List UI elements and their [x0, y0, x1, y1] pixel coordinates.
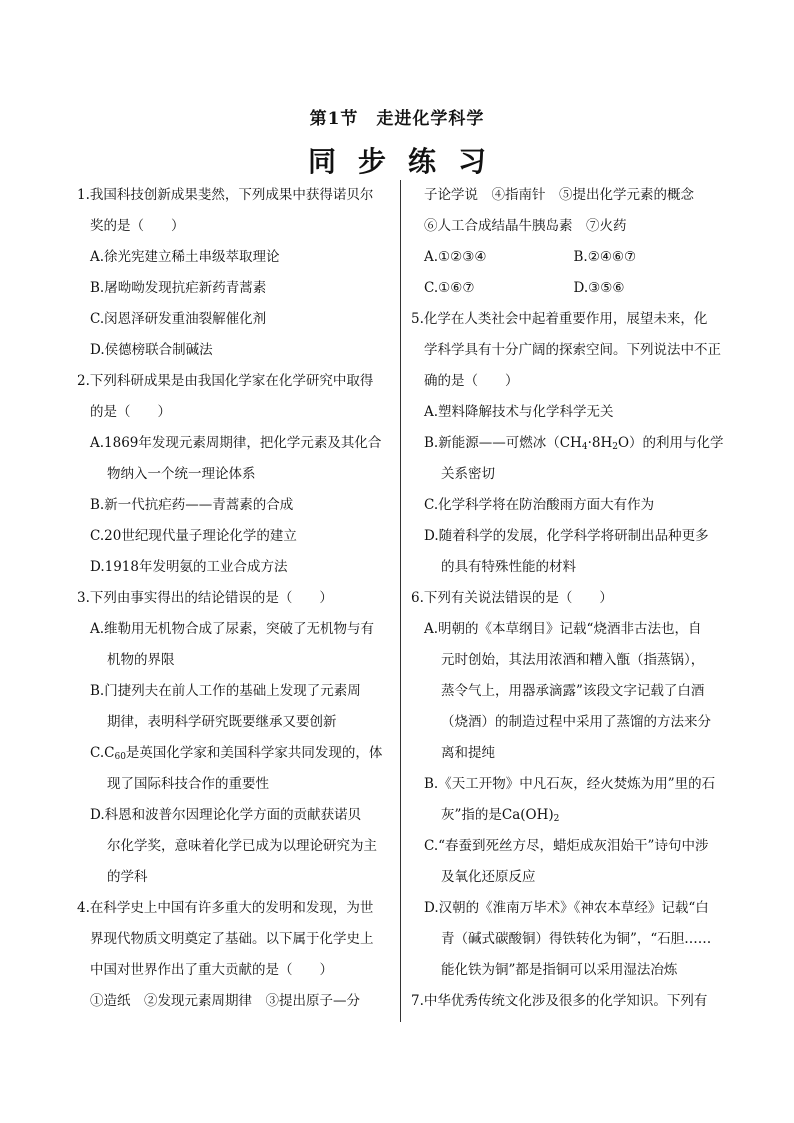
- q4-options-row1: [411, 242, 723, 273]
- q3-option-b: B.门捷列夫在前人工作的基础上发现了元素周: [90, 683, 361, 699]
- section-title: [0, 104, 794, 129]
- q6-option-b-subscript: 2: [553, 814, 560, 824]
- q6-option-b: B.《天工开物》中凡石灰，经火焚炼为用”里的石: [424, 776, 716, 792]
- q5-option-b-sub2: 2: [612, 442, 618, 452]
- q3-option-c-prefix: C.C: [90, 745, 115, 761]
- q3-option-c-subscript: 60: [114, 752, 126, 762]
- q1-option-d: D.侯德榜联合制碱法: [90, 342, 213, 358]
- q4-option-c: C.①⑥⑦: [424, 280, 475, 296]
- q3-option-d-cont: 尔化学奖，意味着化学已成为以理论研究为主: [107, 838, 377, 854]
- q4-items-cont2: ⑥人工合成结晶牛胰岛素 ⑦火药: [424, 218, 627, 234]
- q5-option-d: D.随着科学的发展，化学科学将研制出品种更多: [424, 528, 709, 544]
- page-subtitle: 同步练习: [307, 145, 508, 178]
- q3-option-a-cont: 机物的界限: [107, 652, 175, 668]
- q2-stem: 2.下列科研成果是由我国化学家在化学研究中取得: [77, 373, 374, 389]
- q6-option-a-cont: 元时创始，其法用浓酒和糟入甑（指蒸锅），: [441, 652, 705, 668]
- q5-option-b-sub1: 4: [581, 442, 588, 452]
- q2-option-d: D.1918年发明氨的工业合成方法: [90, 559, 288, 575]
- q5-option-b-mid: ·8H: [587, 435, 613, 451]
- q3-option-b-cont: 期律，表明科学研究既要继承又要创新: [107, 714, 337, 730]
- right-column: [411, 180, 723, 1017]
- q6-option-d-cont2: 能化铁为铜”都是指铜可以采用湿法冶炼: [441, 962, 678, 978]
- q5-option-b-pre: B.新能源——可燃冰（CH: [424, 435, 582, 451]
- q1-option-b: B.屠呦呦发现抗疟新药青蒿素: [90, 280, 267, 296]
- q5-stem-cont: 学科学具有十分广阔的探索空间。下列说法中不正: [424, 342, 721, 358]
- q4-option-d: D.③⑤⑥: [573, 280, 625, 296]
- q4-items-cont: 子论学说 ④指南针 ⑤提出化学元素的概念: [424, 187, 694, 203]
- q1-option-a: A.徐光宪建立稀土串级萃取理论: [90, 249, 280, 265]
- q2-option-a: A.1869年发现元素周期律，把化学元素及其化合: [90, 435, 382, 451]
- q6-option-a-cont2: 蒸令气上，用器承滴露”该段文字记载了白酒: [441, 683, 705, 699]
- q6-option-b-cont-text: 灰”指的是Ca(OH): [441, 807, 554, 823]
- section-name: 走进化学科学: [376, 109, 485, 129]
- q6-option-c-cont: 及氧化还原反应: [441, 869, 536, 885]
- q1-option-c: C.闵恩泽研发重油裂解催化剂: [90, 311, 267, 327]
- q3-stem: 3.下列由事实得出的结论错误的是（ ）: [77, 590, 333, 606]
- q3-option-c-cont: 现了国际科技合作的重要性: [107, 776, 269, 792]
- q6-option-a-cont4: 离和提纯: [441, 745, 495, 761]
- q2-option-a-cont: 物纳入一个统一理论体系: [107, 466, 256, 482]
- q5-option-d-cont: 的具有特殊性能的材料: [441, 559, 576, 575]
- q3-option-c-text: 是英国化学家和美国科学家共同发现的，体: [125, 745, 383, 761]
- q5-option-b: [411, 428, 723, 459]
- q3-option-d: D.科恩和波普尔因理论化学方面的贡献获诺贝: [90, 807, 362, 823]
- q5-stem: 5.化学在人类社会中起着重要作用，展望未来，化: [411, 311, 708, 327]
- q6-stem: 6.下列有关说法错误的是（ ）: [411, 590, 613, 606]
- q4-stem-cont: 界现代物质文明奠定了基础。以下属于化学史上: [90, 931, 374, 947]
- q5-option-a: A.塑料降解技术与化学科学无关: [424, 404, 614, 420]
- left-column: [77, 180, 389, 1017]
- q5-stem-cont2: 确的是（ ）: [424, 373, 519, 389]
- q5-option-c: C.化学科学将在防治酸雨方面大有作为: [424, 497, 655, 513]
- q7-stem: 7.中华优秀传统文化涉及很多的化学知识。下列有: [411, 993, 708, 1009]
- q4-option-a: A.①②③④: [424, 249, 487, 265]
- q6-option-a-cont3: （烧酒）的制造过程中采用了蒸馏的方法来分: [441, 714, 711, 730]
- q6-option-d: D.汉朝的《淮南万毕术》《神农本草经》记载“白: [424, 900, 709, 916]
- q3-option-a: A.维勒用无机物合成了尿素，突破了无机物与有: [90, 621, 375, 637]
- q3-option-c: [77, 738, 389, 769]
- q5-option-b-post: O）的利用与化学: [617, 435, 724, 451]
- q3-option-d-cont2: 的学科: [107, 869, 148, 885]
- section-number: 第1节: [309, 109, 359, 129]
- q4-stem: 4.在科学史上中国有许多重大的发明和发现，为世: [77, 900, 374, 916]
- q6-option-d-cont: 青（碱式碳酸铜）得铁转化为铜”，“石胆……: [441, 931, 712, 947]
- q4-options-row2: [411, 273, 723, 304]
- q4-items: ①造纸 ②发现元素周期律 ③提出原子—分: [90, 993, 360, 1009]
- q2-stem-cont: 的是（ ）: [90, 404, 171, 420]
- q6-option-a: A.明朝的《本草纲目》记载“烧酒非古法也，自: [424, 621, 702, 637]
- q5-option-b-cont: 关系密切: [441, 466, 495, 482]
- q2-option-b: B.新一代抗疟药——青蒿素的合成: [90, 497, 294, 513]
- q6-option-b-cont: [411, 800, 723, 831]
- q2-option-c: C.20世纪现代量子理论化学的建立: [90, 528, 297, 544]
- q4-stem-cont2: 中国对世界作出了重大贡献的是（ ）: [90, 962, 333, 978]
- q6-option-c: C.“春蚕到死丝方尽，蜡炬成灰泪始干”诗句中涉: [424, 838, 709, 854]
- q1-stem-cont: 奖的是（ ）: [90, 218, 185, 234]
- q1-stem: 1.我国科技创新成果斐然，下列成果中获得诺贝尔: [77, 187, 374, 203]
- q4-option-b: B.②④⑥⑦: [573, 249, 637, 265]
- column-divider: [400, 180, 401, 1022]
